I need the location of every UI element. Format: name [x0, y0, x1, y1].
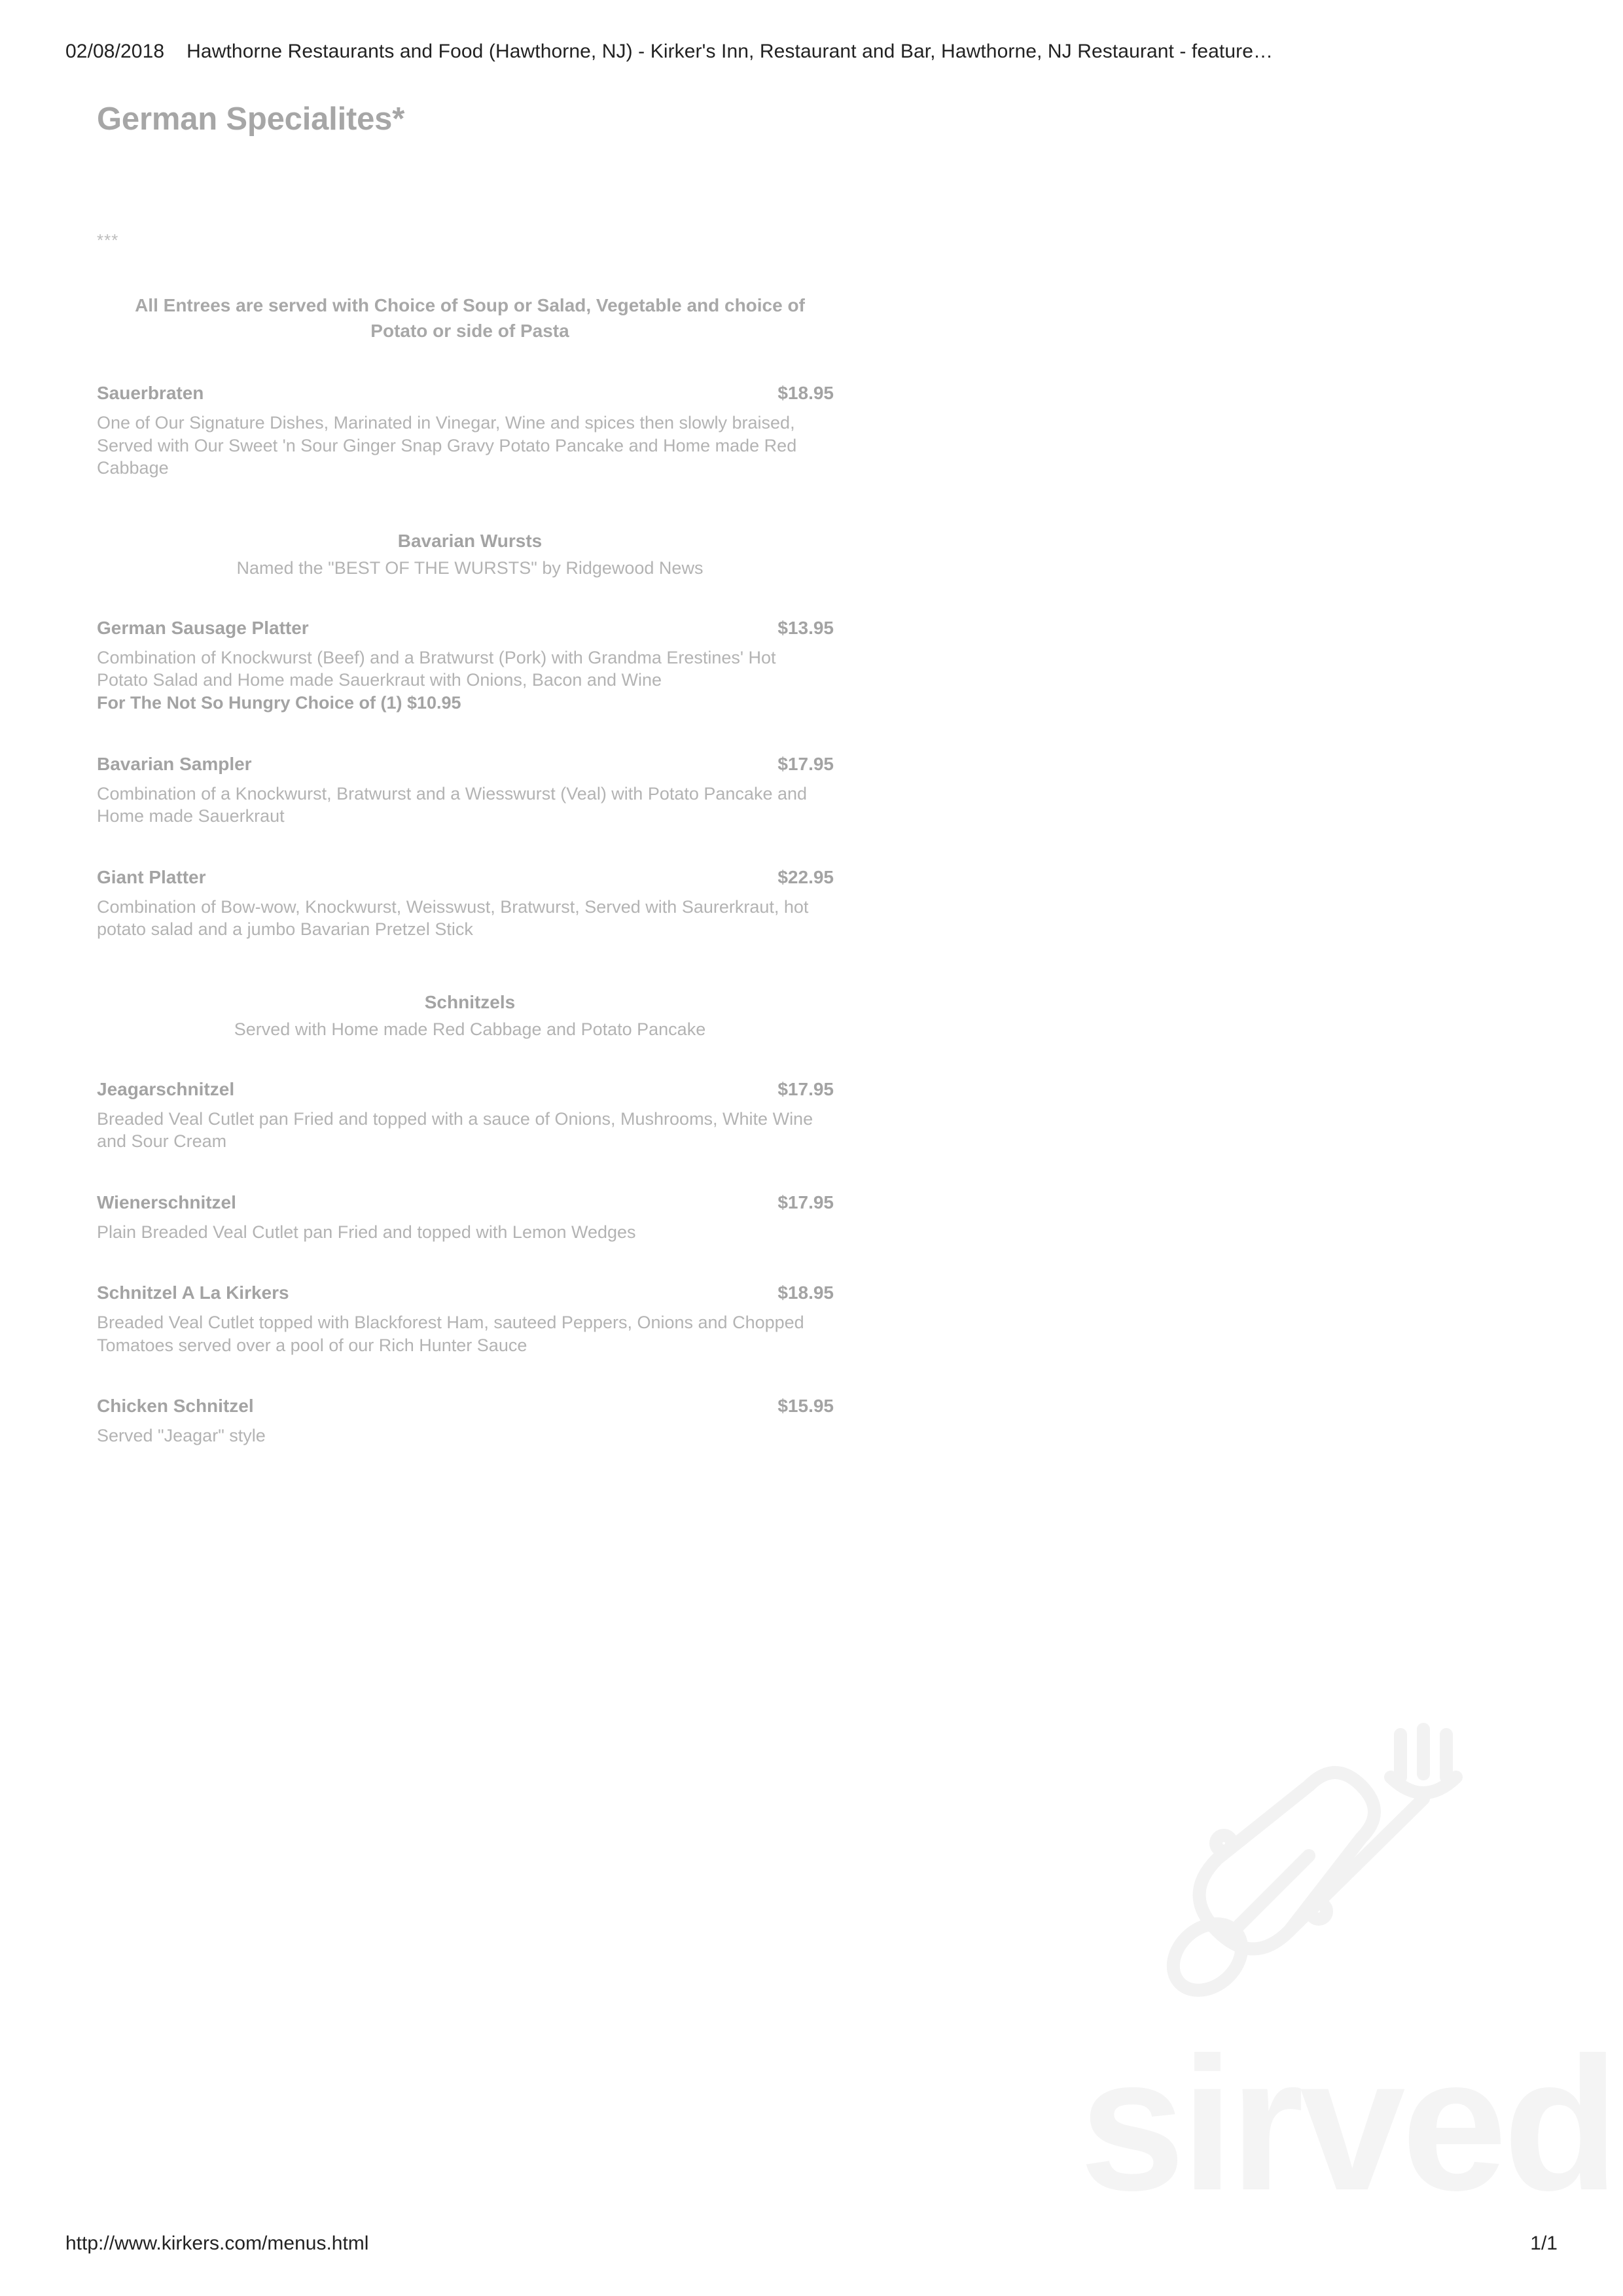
menu-item-price: $17.95 [777, 1192, 834, 1212]
menu-intro-note: All Entrees are served with Choice of Soup or Salad, Vegetable and choice of Potato or side of Pasta [135, 295, 805, 341]
menu-item-head [97, 1079, 843, 1100]
menu-item-description: Combination of Knockwurst (Beef) and a Bratwurst (Pork) with Grandma Erestines' Hot Potato Salad and Home made Sauerkraut with Onions, Bacon and Wine [97, 647, 776, 690]
sirved-watermark [929, 1630, 1623, 2230]
menu-item [97, 618, 843, 715]
menu-item-name: Wienerschnitzel [97, 1192, 236, 1212]
menu-item [97, 1079, 843, 1153]
menu-item [97, 754, 843, 828]
decorative-stars: *** [97, 230, 119, 250]
menu-section-title: Bavarian Wursts [397, 530, 543, 551]
menu-section-subtitle: Named the "BEST OF THE WURSTS" by Ridgewood News [236, 557, 704, 578]
menu-item-description: Breaded Veal Cutlet pan Fried and topped with a sauce of Onions, Mushrooms, White Wine and Sour Cream [97, 1108, 813, 1152]
menu-item-name: German Sausage Platter [97, 617, 309, 638]
menu-section-header-wursts [97, 531, 843, 578]
menu-page [97, 92, 843, 1447]
menu-item-description: Combination of a Knockwurst, Bratwurst and a Wiesswurst (Veal) with Potato Pancake and Home made Sauerkraut [97, 783, 808, 826]
menu-item-name: Giant Platter [97, 866, 206, 887]
menu-item-price: $22.95 [777, 866, 834, 887]
menu-item-description: Breaded Veal Cutlet topped with Blackforest Ham, sauteed Peppers, Onions and Chopped Tomatoes served over a pool of our Rich Hunter Sauce [97, 1313, 804, 1355]
menu-item-price: $15.95 [777, 1396, 834, 1417]
menu-item-head [97, 1396, 843, 1417]
menu-item-name: Sauerbraten [97, 383, 204, 404]
menu-item-head [97, 867, 843, 888]
menu-item [97, 1282, 843, 1356]
menu-item-name: Schnitzel A La Kirkers [97, 1282, 289, 1303]
menu-item-head [97, 754, 843, 775]
menu-item-price: $18.95 [777, 383, 834, 404]
page-title: German Specialites* [97, 101, 405, 137]
menu-item-name: Bavarian Sampler [97, 753, 252, 774]
menu-item-price: $13.95 [777, 617, 834, 638]
print-header-date: 02/08/2018 [65, 41, 165, 62]
menu-item-price: $18.95 [777, 1282, 834, 1303]
menu-item-head [97, 618, 843, 639]
menu-item-name: Jeagarschnitzel [97, 1078, 235, 1099]
menu-item-head [97, 1282, 843, 1303]
menu-item-description: Served "Jeagar" style [97, 1426, 266, 1446]
menu-item [97, 867, 843, 941]
menu-item-note: For The Not So Hungry Choice of (1) $10.95 [97, 692, 461, 713]
print-header-title: Hawthorne Restaurants and Food (Hawthorne, NJ) - Kirker's Inn, Restaurant and Bar, Hawthorne, NJ Restaurant - feature… [187, 41, 1274, 62]
menu-item [97, 1396, 843, 1447]
print-footer-url: http://www.kirkers.com/menus.html [65, 2233, 369, 2254]
print-header [65, 41, 1558, 63]
menu-item-description: One of Our Signature Dishes, Marinated in Vinegar, Wine and spices then slowly braised, Served with Our Sweet 'n Sour Ginger Snap Gravy Potato Pancake and Home made Red Cabbage [97, 413, 797, 478]
print-footer-page-number: 1/1 [1530, 2233, 1558, 2254]
menu-item-description: Plain Breaded Veal Cutlet pan Fried and topped with Lemon Wedges [97, 1222, 636, 1242]
menu-section-subtitle: Served with Home made Red Cabbage and Potato Pancake [234, 1019, 706, 1039]
menu-item-price: $17.95 [777, 1078, 834, 1099]
menu-item [97, 1192, 843, 1244]
fork-and-spoon-icon [1093, 1715, 1499, 2022]
menu-section-header-schnitzels [97, 992, 843, 1040]
menu-item-name: Chicken Schnitzel [97, 1396, 254, 1417]
menu-item-description: Combination of Bow-wow, Knockwurst, Weisswust, Bratwurst, Served with Saurerkraut, hot potato salad and a jumbo Bavarian Pretzel Stick [97, 896, 809, 940]
menu-item-head [97, 1192, 843, 1213]
watermark-wordmark: sirved [1079, 2018, 1615, 2230]
menu-section-title: Schnitzels [424, 991, 516, 1012]
menu-item-head [97, 383, 843, 404]
menu-item-price: $17.95 [777, 753, 834, 774]
menu-item [97, 383, 843, 480]
